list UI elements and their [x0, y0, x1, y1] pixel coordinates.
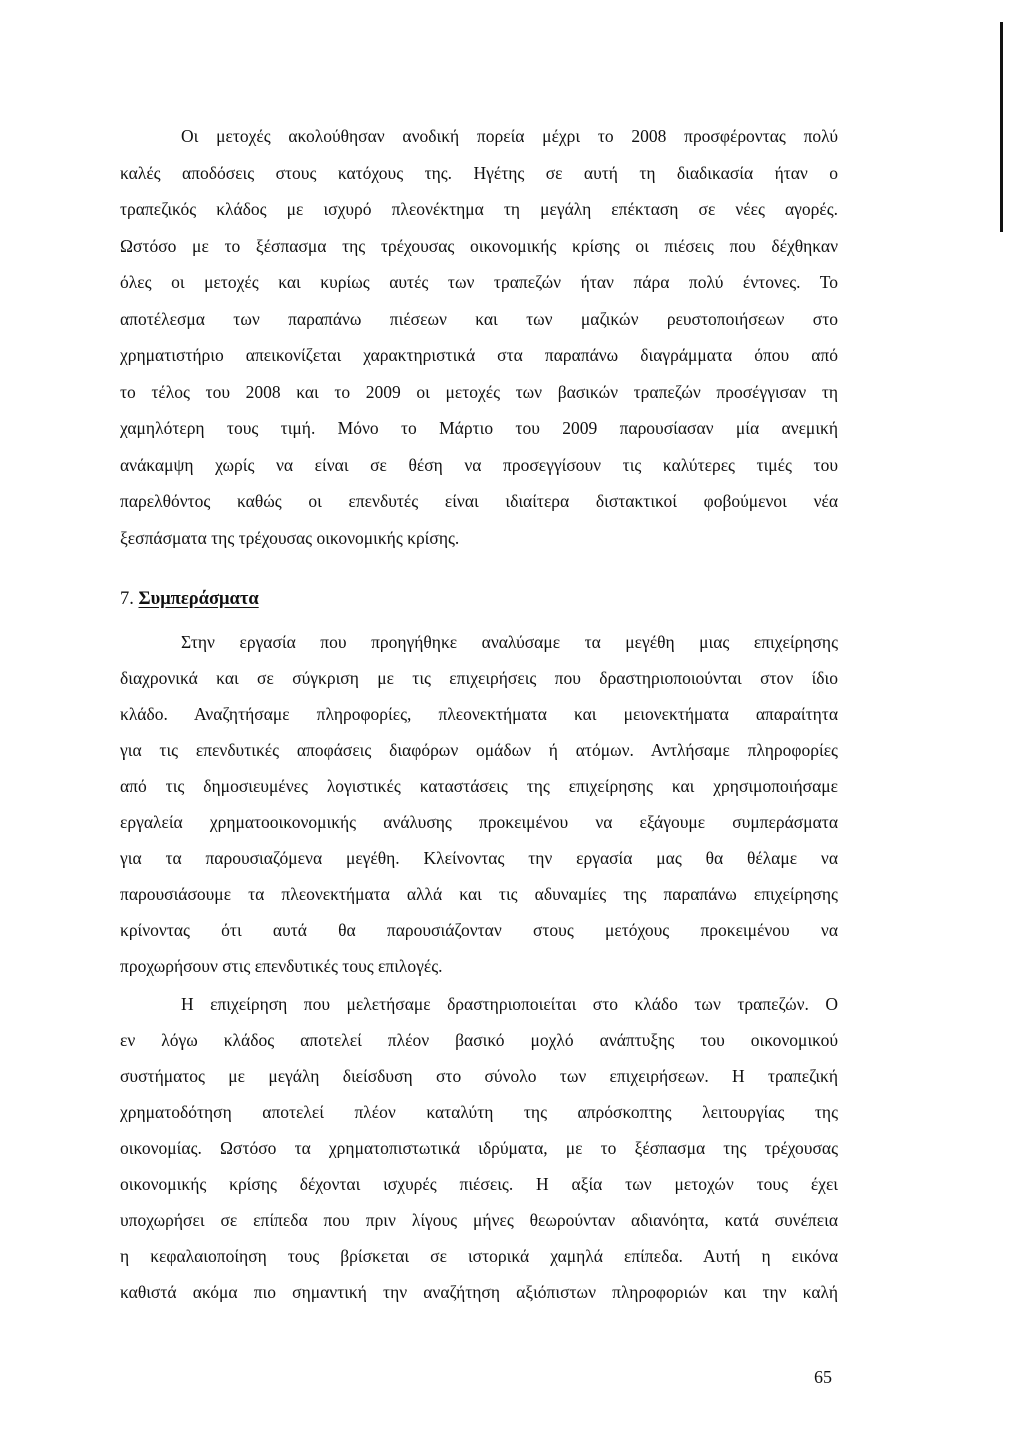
paragraph-2-line: διαχρονικά και σε σύγκριση με τις επιχειρήσεις που δραστηριοποιούνται στον ίδιο	[120, 668, 838, 688]
paragraph-1-line: ξεσπάσματα της τρέχουσας οικονομικής κρίσης.	[120, 527, 460, 548]
paragraph-1-line: το τέλος του 2008 και το 2009 οι μετοχές των βασικών τραπεζών προσέγγισαν τη	[120, 381, 838, 402]
paragraph-1-line: καλές αποδόσεις στους κατόχους της. Ηγέτης σε αυτή τη διαδικασία ήταν ο	[120, 162, 838, 183]
page-number: 65	[814, 1367, 832, 1387]
paragraph-1-line: χαμηλότερη τους τιμή. Μόνο το Μάρτιο του 2009 παρουσίασαν μία ανεμική	[120, 418, 838, 438]
paragraph-3-line: χρηματοδότηση αποτελεί πλέον καταλύτη της απρόσκοπτης λειτουργίας της	[120, 1102, 838, 1122]
paragraph-2-line: εργαλεία χρηματοοικονομικής ανάλυσης προκειμένου να εξάγουμε συμπεράσματα	[120, 812, 838, 832]
paragraph-3-line: οικονομικής κρίσης δέχονται ισχυρές πιέσεις. Η αξία των μετοχών τους έχει	[120, 1174, 838, 1194]
section-heading	[120, 588, 259, 610]
paragraph-1-line: Οι μετοχές ακολούθησαν ανοδική πορεία μέχρι το 2008 προσφέροντας πολύ	[181, 126, 838, 146]
paragraph-3-line: η κεφαλαιοποίηση τους βρίσκεται σε ιστορικά χαμηλά επίπεδα. Αυτή η εικόνα	[120, 1246, 838, 1266]
paragraph-2-line: προχωρήσουν στις επενδυτικές τους επιλογές.	[120, 956, 443, 976]
paragraph-2-line: κλάδο. Αναζητήσαμε πληροφορίες, πλεονεκτήματα και μειονεκτήματα απαραίτητα	[120, 704, 838, 724]
paragraph-3-line: οικονομίας. Ωστόσο τα χρηματοπιστωτικά ιδρύματα, με το ξέσπασμα της τρέχουσας	[120, 1138, 838, 1158]
margin-rule	[1000, 22, 1003, 232]
paragraph-3-line: συστήματος με μεγάλη διείσδυση στο σύνολο των επιχειρήσεων. Η τραπεζική	[120, 1066, 838, 1086]
section-number: 7.	[120, 589, 134, 609]
section-title: Συμπεράσματα	[138, 589, 259, 609]
paragraph-1-line: αποτέλεσμα των παραπάνω πιέσεων και των μαζικών ρευστοποιήσεων στο	[120, 308, 838, 329]
paragraph-1-line: όλες οι μετοχές και κυρίως αυτές των τραπεζών ήταν πάρα πολύ έντονες. Το	[120, 272, 838, 292]
paragraph-1-line: χρηματιστήριο απεικονίζεται χαρακτηριστικά στα παραπάνω διαγράμματα όπου από	[120, 345, 838, 365]
paragraph-3-line: καθιστά ακόμα πιο σημαντική την αναζήτηση αξιόπιστων πληροφοριών και την καλή	[120, 1282, 838, 1302]
paragraph-2-line: για τις επενδυτικές αποφάσεις διαφόρων ομάδων ή ατόμων. Αντλήσαμε πληροφορίες	[120, 740, 838, 760]
paragraph-3-line: εν λόγω κλάδος αποτελεί πλέον βασικό μοχλό ανάπτυξης του οικονομικού	[120, 1030, 838, 1050]
paragraph-1-line: ανάκαμψη χωρίς να είναι σε θέση να προσεγγίσουν τις καλύτερες τιμές του	[120, 454, 838, 475]
paragraph-1-line: τραπεζικός κλάδος με ισχυρό πλεονέκτημα τη μεγάλη επέκταση σε νέες αγορές.	[120, 199, 838, 219]
paragraph-3-line: υποχωρήσει σε επίπεδα που πριν λίγους μήνες θεωρούνταν αδιανόητα, κατά συνέπεια	[120, 1210, 838, 1230]
paragraph-1-line: παρελθόντος καθώς οι επενδυτές είναι ιδιαίτερα διστακτικοί φοβούμενοι νέα	[120, 491, 838, 511]
paragraph-1-line: Ωστόσο με το ξέσπασμα της τρέχουσας οικονομικής κρίσης οι πιέσεις που δέχθηκαν	[120, 235, 838, 256]
paragraph-2-line: κρίνοντας ότι αυτά θα παρουσιάζονταν στους μετόχους προκειμένου να	[120, 920, 838, 940]
paragraph-2-line: από τις δημοσιευμένες λογιστικές καταστάσεις της επιχείρησης και χρησιμοποιήσαμε	[120, 776, 838, 796]
paragraph-2-line: παρουσιάσουμε τα πλεονεκτήματα αλλά και τις αδυναμίες της παραπάνω επιχείρησης	[120, 884, 838, 904]
paragraph-2-line: για τα παρουσιαζόμενα μεγέθη. Κλείνοντας την εργασία μας θα θέλαμε να	[120, 848, 838, 868]
paragraph-2-line: Στην εργασία που προηγήθηκε αναλύσαμε τα μεγέθη μιας επιχείρησης	[181, 632, 838, 652]
paragraph-3-line: Η επιχείρηση που μελετήσαμε δραστηριοποιείται στο κλάδο των τραπεζών. Ο	[181, 994, 838, 1014]
